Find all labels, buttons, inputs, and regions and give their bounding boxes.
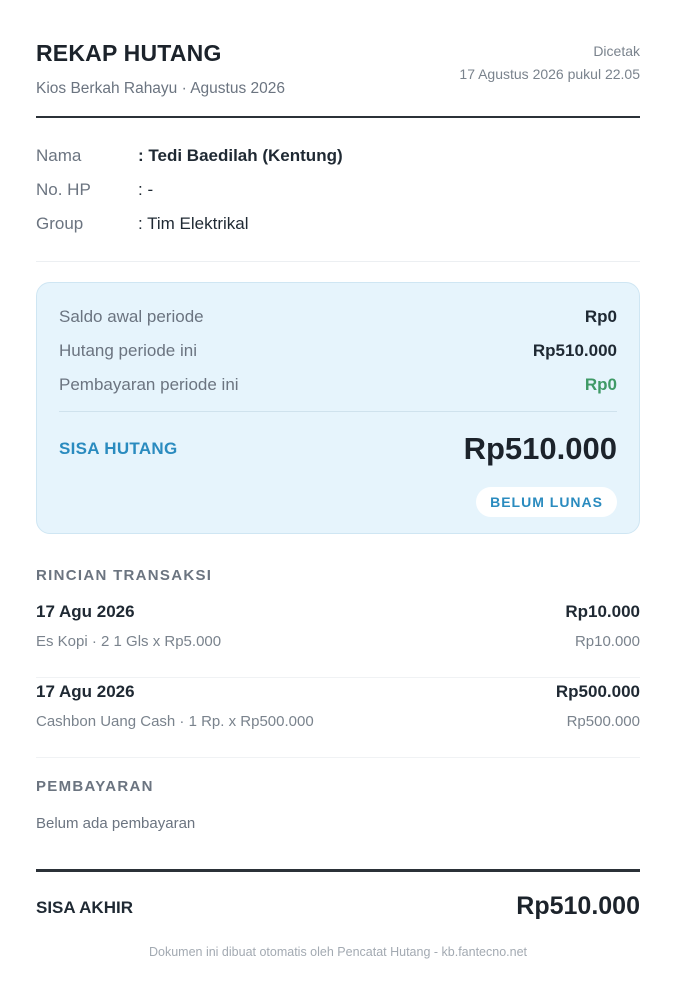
transaction-total: Rp10.000 (565, 602, 640, 621)
final-balance-label: SISA AKHIR (36, 898, 133, 917)
summary-divider (59, 411, 617, 412)
transaction-description: Es Kopi · 2 1 Gls x Rp5.000 (36, 633, 222, 650)
transaction-row (36, 598, 640, 678)
customer-phone-value: : - (138, 180, 154, 199)
period-debt-amount: Rp510.000 (532, 341, 617, 360)
transaction-total: Rp500.000 (555, 682, 640, 701)
customer-name-label: Nama (36, 146, 82, 165)
opening-balance-amount: Rp0 (584, 307, 617, 326)
transaction-date: 17 Agu 2026 (36, 682, 135, 701)
printed-label: Dicetak (593, 43, 640, 59)
page-title: REKAP HUTANG (36, 40, 222, 66)
payments-section-title: PEMBAYARAN (36, 778, 154, 795)
period-payment-label: Pembayaran periode ini (59, 375, 239, 394)
period-debt-label: Hutang periode ini (59, 341, 197, 360)
store-period-subtitle: Kios Berkah Rahayu · Agustus 2026 (36, 80, 286, 97)
customer-info (36, 118, 640, 262)
period-payment-amount: Rp0 (584, 375, 617, 394)
customer-name-value: : Tedi Baedilah (Kentung) (138, 146, 343, 165)
status-badge: BELUM LUNAS (476, 487, 617, 517)
remaining-debt-amount: Rp510.000 (463, 431, 617, 466)
document-header (36, 0, 640, 118)
printed-date: 17 Agustus 2026 pukul 22.05 (459, 66, 640, 82)
transaction-subtotal: Rp10.000 (574, 633, 640, 650)
customer-group-label: Group (36, 214, 84, 233)
debt-summary-card (36, 282, 640, 534)
customer-phone-label: No. HP (36, 180, 91, 199)
transactions-section-title: RINCIAN TRANSAKSI (36, 567, 213, 584)
customer-group-value: : Tim Elektrikal (138, 214, 249, 233)
payments-empty-note: Belum ada pembayaran (36, 815, 196, 832)
remaining-debt-label: SISA HUTANG (59, 439, 178, 458)
final-balance-amount: Rp510.000 (516, 892, 640, 920)
transaction-description: Cashbon Uang Cash · 1 Rp. x Rp500.000 (36, 713, 314, 730)
opening-balance-label: Saldo awal periode (59, 307, 204, 326)
transaction-date: 17 Agu 2026 (36, 602, 135, 621)
document-footer: Dokumen ini dibuat otomatis oleh Pencatat Hutang - kb.fantecno.net (148, 945, 527, 959)
transaction-subtotal: Rp500.000 (566, 713, 640, 730)
final-divider (36, 869, 640, 872)
transaction-row (36, 678, 640, 758)
